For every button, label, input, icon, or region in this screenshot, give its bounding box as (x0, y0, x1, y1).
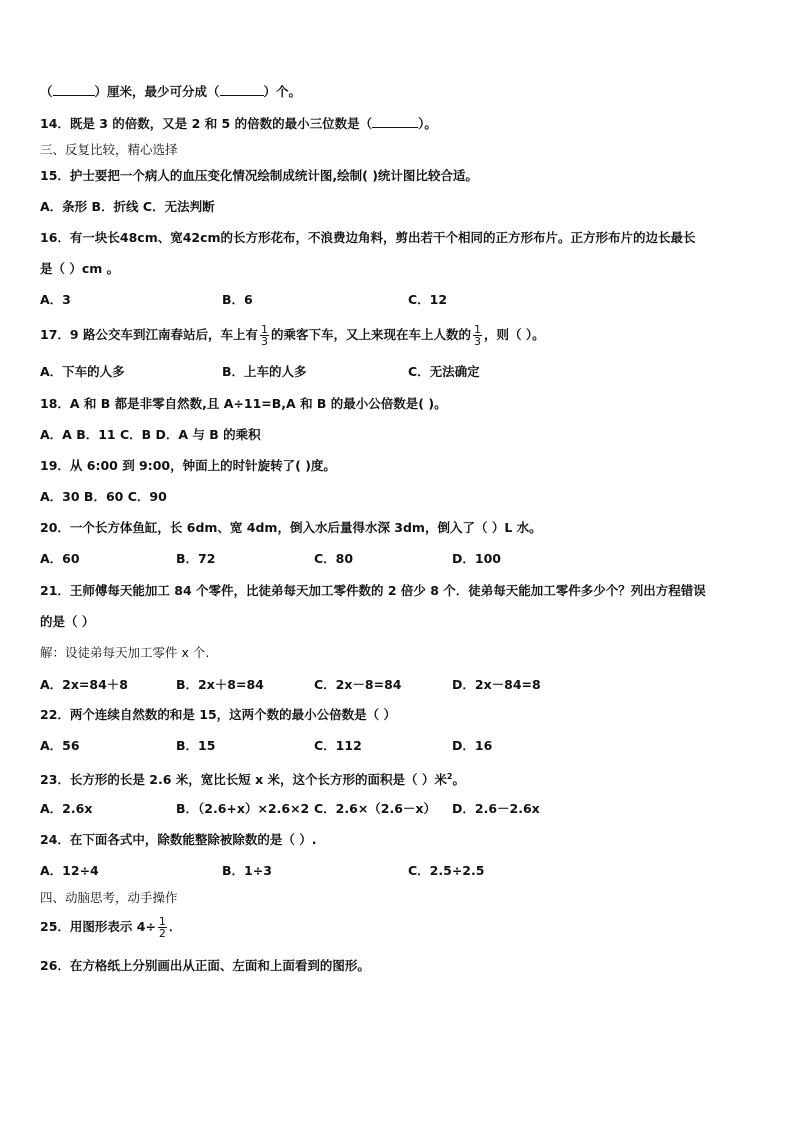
q20-option-d[interactable]: D．100 (452, 551, 501, 566)
question-14 (40, 115, 437, 132)
q25-text-b: ． (168, 919, 182, 934)
question-21-line-1: 21．王师傅每天能加工 84 个零件，比徒弟每天加工零件数的 2 倍少 8 个．徒弟每天能加工零件多少个？列出方程错误 (40, 583, 706, 598)
question-15: 15．护士要把一个病人的血压变化情况绘制成统计图,绘制( )统计图比较合适。 (40, 168, 478, 183)
q17-option-c[interactable]: C．无法确定 (408, 364, 480, 379)
q23-text-a: 23．长方形的长是 2.6 米，宽比长短 x 米，这个长方形的面积是（ ）米 (40, 772, 447, 788)
q22-option-b[interactable]: B．15 (176, 738, 216, 753)
q22-option-c[interactable]: C．112 (314, 738, 362, 753)
q22-option-a[interactable]: A．56 (40, 738, 80, 753)
question-17 (40, 322, 545, 348)
fraction-one-third: $\frac{1}{3}$ (473, 323, 481, 348)
answer-blank[interactable] (220, 83, 264, 96)
q20-option-c[interactable]: C．80 (314, 551, 354, 566)
q16-option-b[interactable]: B．6 (222, 292, 253, 307)
q21-option-d[interactable]: D．2x－84=8 (452, 677, 541, 692)
question-20: 20．一个长方体鱼缸，长 6dm、宽 4dm，倒入水后量得水深 3dm，倒入了（ ）L 水。 (40, 520, 542, 535)
q24-option-b[interactable]: B．1÷3 (222, 863, 272, 878)
question-23 (40, 769, 465, 788)
question-24: 24．在下面各式中，除数能整除被除数的是（ ）. (40, 832, 317, 847)
q24-option-a[interactable]: A．12÷4 (40, 863, 99, 878)
question-21-line-3: 解：设徒弟每天加工零件 x 个. (40, 645, 210, 660)
answer-blank[interactable] (53, 83, 95, 96)
question-18: 18．A 和 B 都是非零自然数,且 A÷11=B,A 和 B 的最小公倍数是( )。 (40, 396, 447, 411)
fraction-one-third: $\frac{1}{3}$ (260, 323, 268, 348)
q13-text-b: ）厘米，最少可分成（ (94, 84, 220, 99)
question-21-line-2: 的是（ ） (40, 614, 95, 629)
q24-option-c[interactable]: C．2.5÷2.5 (408, 863, 485, 878)
q23-text-b: 。 (452, 772, 465, 788)
q21-option-c[interactable]: C．2x－8=84 (314, 677, 402, 692)
question-26: 26．在方格纸上分别画出从正面、左面和上面看到的图形。 (40, 958, 370, 973)
q23-option-c[interactable]: C．2.6×（2.6－x） (314, 801, 436, 816)
section-3-heading: 三、反复比较，精心选择 (40, 142, 178, 157)
question-16-line-1: 16．有一块长48cm、宽42cm的长方形花布，不浪费边角料，剪出若干个相同的正方形布片。正方形布片的边长最长 (40, 230, 696, 245)
q14-text-b: ）。 (418, 116, 437, 131)
question-19-options: A．30 B．60 C．90 (40, 489, 167, 504)
q21-option-b[interactable]: B．2x＋8=84 (176, 677, 264, 692)
q17-text-c: ，则（ ）。 (483, 327, 545, 342)
section-4-heading: 四、动脑思考，动手操作 (40, 890, 178, 905)
question-19: 19．从 6:00 到 9:00，钟面上的时针旋转了( )度。 (40, 458, 336, 473)
q13-text-c: ）个。 (263, 84, 302, 99)
fraction-one-half: $\frac{1}{2}$ (158, 915, 166, 940)
q17-option-a[interactable]: A．下车的人多 (40, 364, 125, 379)
q25-text-a: 25．用图形表示 4÷ (40, 919, 156, 934)
q20-option-a[interactable]: A．60 (40, 551, 80, 566)
q23-option-a[interactable]: A．2.6x (40, 801, 93, 816)
question-16-line-2: 是（ ）cm 。 (40, 261, 120, 276)
question-25 (40, 914, 181, 940)
answer-blank[interactable] (372, 115, 418, 128)
question-18-options: A．A B．11 C．B D．A 与 B 的乘积 (40, 427, 261, 442)
q23-option-d[interactable]: D．2.6－2.6x (452, 801, 540, 816)
q17-option-b[interactable]: B．上车的人多 (222, 364, 307, 379)
q23-option-b[interactable]: B．（2.6+x）×2.6×2 (176, 801, 310, 816)
q23-superscript: 2 (446, 772, 453, 781)
q17-text-b: 的乘客下车，又上来现在车上人数的 (270, 327, 471, 342)
q14-text-a: 14．既是 3 的倍数，又是 2 和 5 的倍数的最小三位数是（ (40, 116, 373, 131)
q16-option-a[interactable]: A．3 (40, 292, 71, 307)
q22-option-d[interactable]: D．16 (452, 738, 493, 753)
question-22: 22．两个连续自然数的和是 15，这两个数的最小公倍数是（ ） (40, 707, 396, 722)
q20-option-b[interactable]: B．72 (176, 551, 216, 566)
question-15-options: A．条形 B．折线 C．无法判断 (40, 199, 215, 214)
q13-continuation (40, 83, 301, 100)
q17-text-a: 17．9 路公交车到江南春站后，车上有 (40, 327, 258, 342)
q13-text-a: （ (40, 84, 53, 99)
q16-option-c[interactable]: C．12 (408, 292, 448, 307)
q21-option-a[interactable]: A．2x=84＋8 (40, 677, 129, 692)
